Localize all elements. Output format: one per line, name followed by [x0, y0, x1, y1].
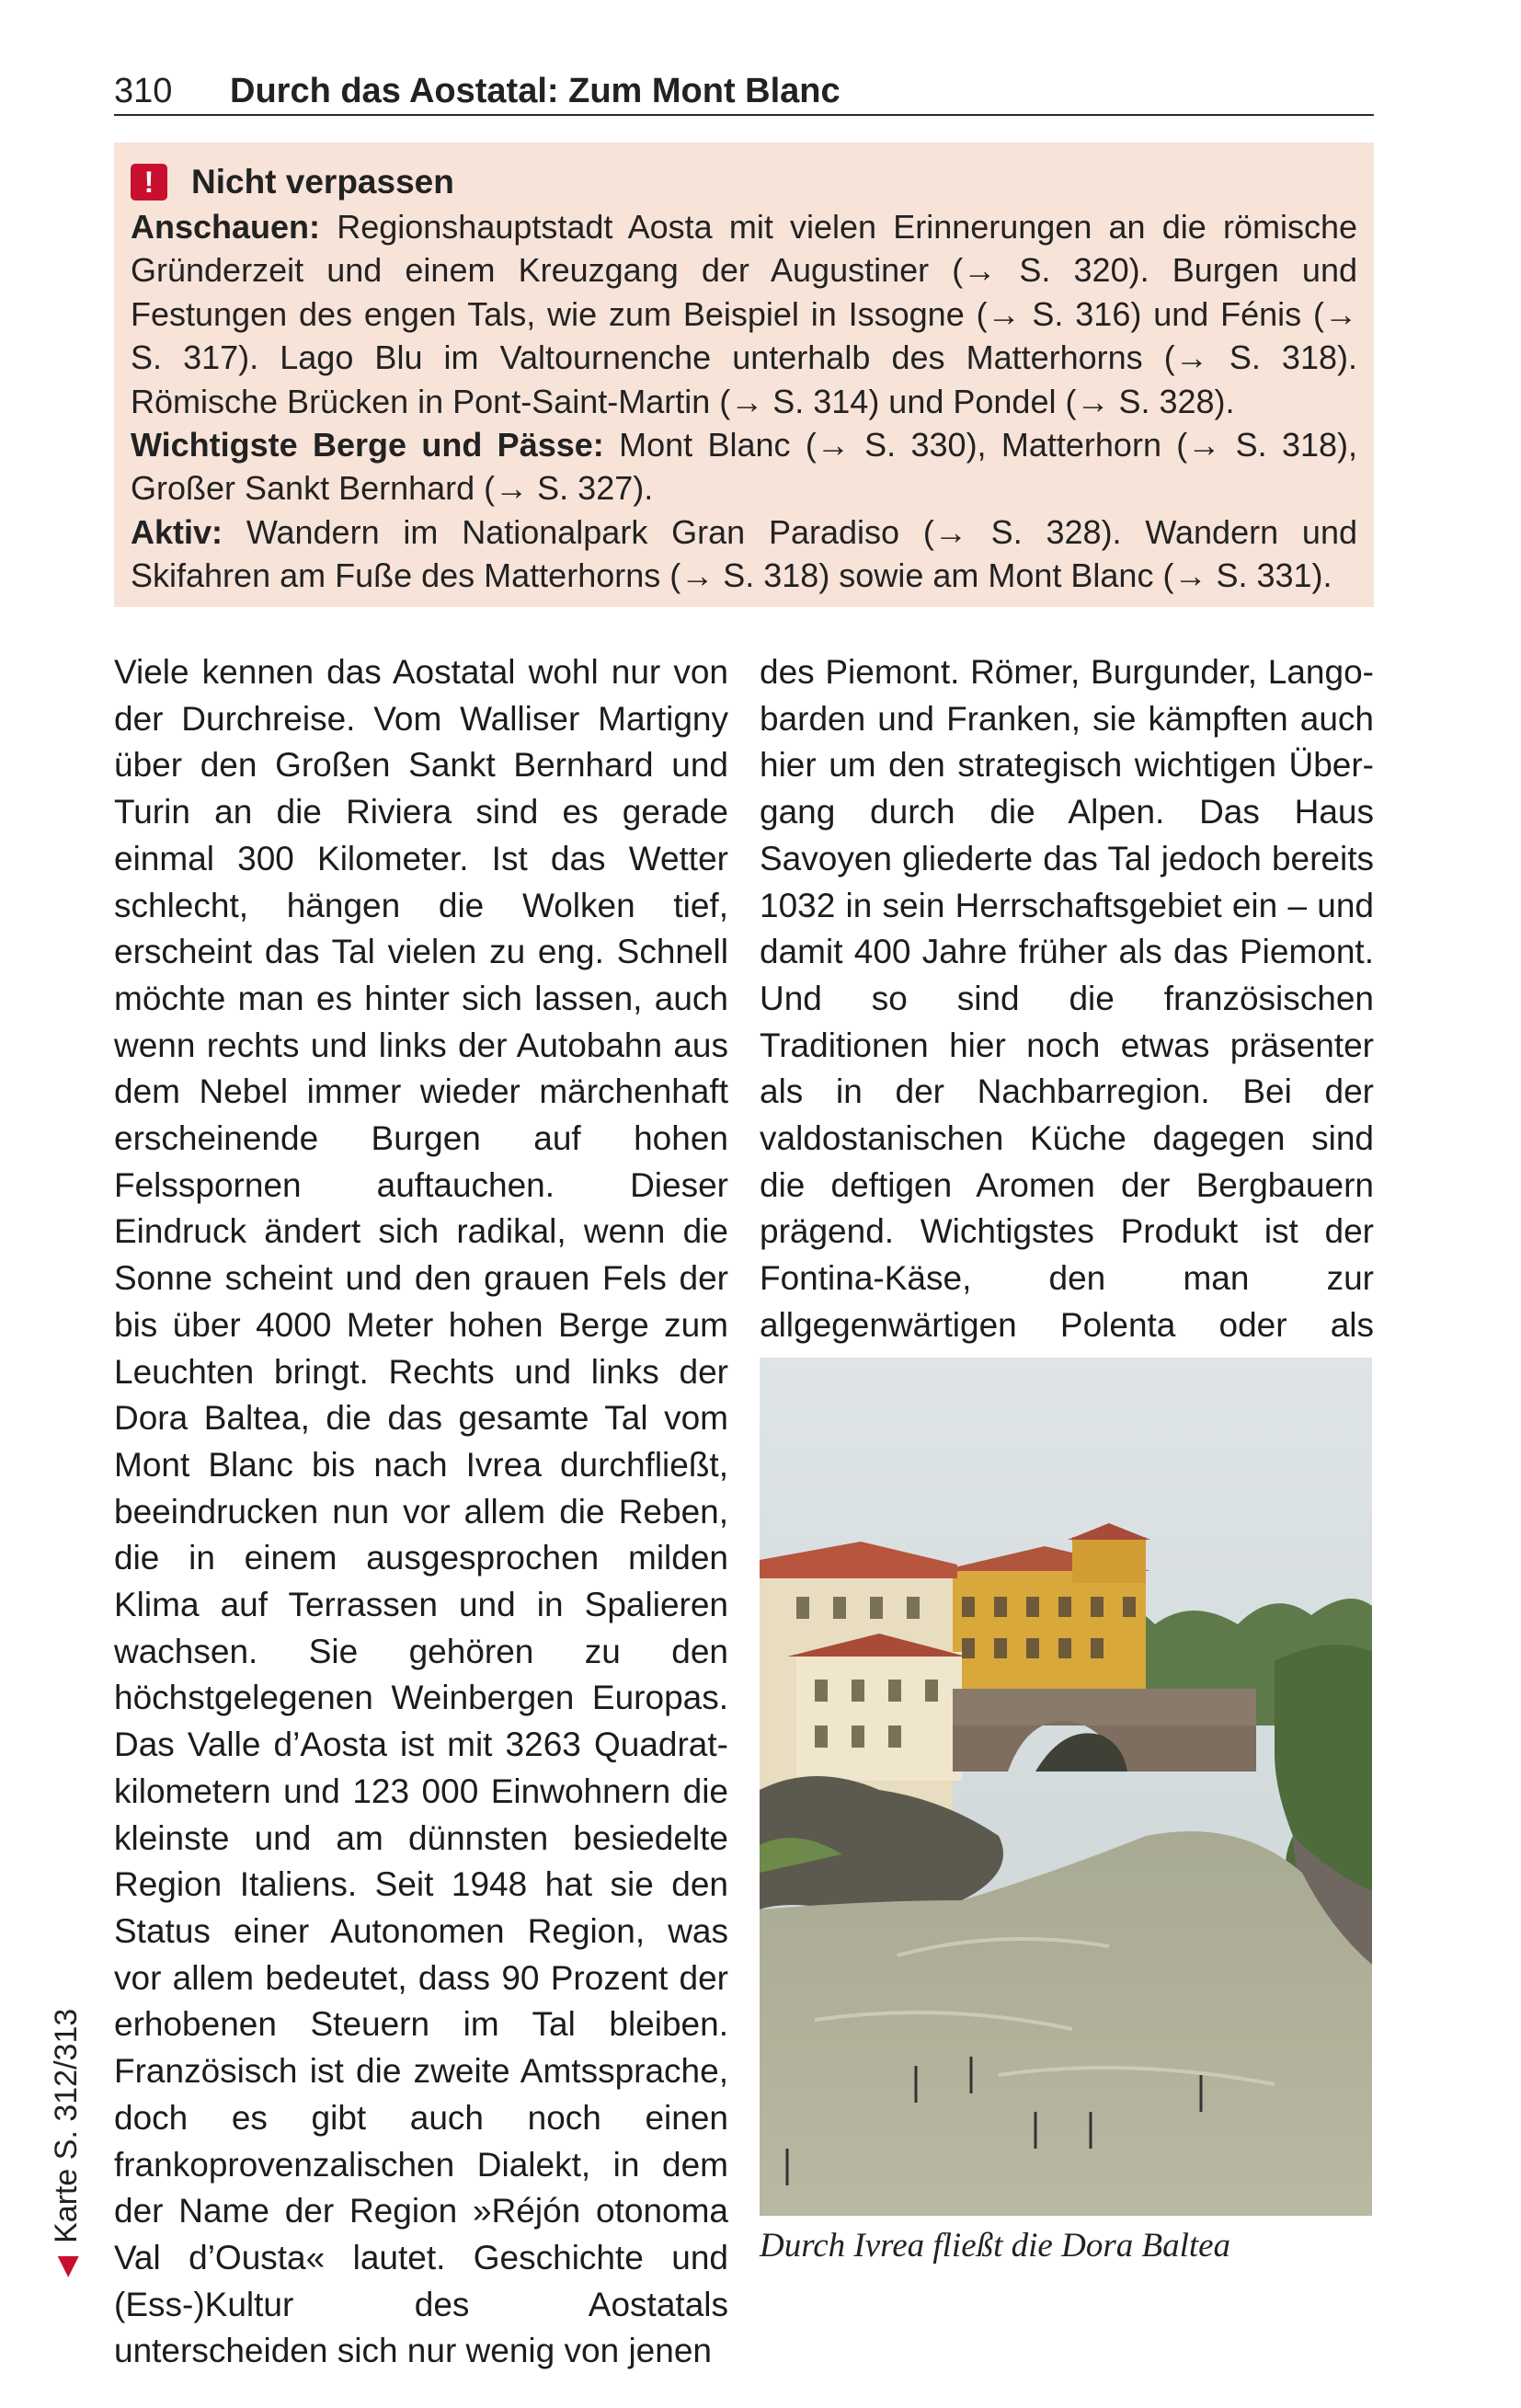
highlights-anschauen	[131, 205, 1357, 423]
photo-ivrea-river	[760, 1358, 1372, 2216]
anschauen-label: Anschauen:	[131, 208, 321, 246]
photo-caption: Durch Ivrea fließt die Dora Baltea	[760, 2227, 1231, 2265]
exclamation-icon: !	[131, 164, 167, 201]
highlights-box	[114, 143, 1374, 607]
highlights-title: Nicht verpassen	[191, 163, 454, 201]
berge-label: Wichtigste Berge und Pässe:	[131, 426, 604, 464]
body-column-right	[760, 649, 1374, 1395]
photo-illustration	[760, 1358, 1372, 2216]
body-column-left	[114, 649, 728, 2375]
highlights-aktiv	[131, 510, 1357, 598]
highlights-title-row	[131, 159, 1357, 205]
aktiv-label: Aktiv:	[131, 512, 223, 551]
body-paragraph-right: des Piemont. Römer, Burgunder, Langobarden und Franken, sie kämpften auch hier um den strategisch wichtigen Übergang durch die Alpen. Das Haus Savoyen gliederte das Tal jedoch bereits 1032 in sein Herrschaftsgebiet ein – und damit 400 Jahre früher als das Piemont. Und so sind die französischen Traditionen hier noch etwas präsenter als in der Nachbarregion. Bei der valdostanischen Küche dagegen sind die deftigen Aromen der Bergbauern prägend. Wichtigstes Produkt ist der Fontina-Käse, den man zur allgegenwärtigen Polenta oder als	[760, 653, 1374, 1344]
aktiv-text: Wandern im Nationalpark Gran Paradiso (→ S. 328). Wandern und Skifahren am Fuße des Matterhorns (→ S. 318) sowie am Mont Blanc (→ S. 331).	[131, 512, 1357, 595]
running-title: Durch das Aostatal: Zum Mont Blanc	[230, 72, 841, 110]
berge-text: Mont Blanc (→ S. 330), Matterhorn (→ S. 318), Großer Sankt Bernhard (→ S. 327).	[131, 426, 1358, 508]
page-header	[114, 70, 1374, 116]
anschauen-text: Regionshauptstadt Aosta mit vielen Erinnerungen an die römische Gründerzeit und einem Kreuzgang der Augustiner (→ S. 320). Burgen und Festungen des engen Tals, wie zum Beispiel in Issogne (→ S. 316) und Fénis (→ S. 317). Lago Blu im Valtournenche unterhalb des Matterhorns (→ S. 318). Römische Brücken in Pont-Saint-Martin (→ S. 314) und Pondel (→ S. 328).	[131, 208, 1357, 420]
map-reference-text: Karte S. 312/313	[48, 2008, 84, 2243]
triangle-left-icon: ◀	[51, 2255, 82, 2277]
highlights-berge	[131, 423, 1357, 510]
map-reference	[40, 1928, 92, 2277]
body-paragraph-left: Viele kennen das Aostatal wohl nur von der Durchreise. Vom Walliser Martigny über den Großen Sankt Bernhard und Turin an die Riviera sind es gerade einmal 300 Kilometer. Ist das Wetter schlecht, hängen die Wolken tief, erscheint das Tal vielen zu eng. Schnell möchte man es hinter sich lassen, auch wenn rechts und links der Autobahn aus dem Nebel immer wieder märchenhaft erscheinende Burgen auf hohen Felsspornen auftauchen. Dieser Eindruck ändert sich radikal, wenn die Sonne scheint und den grauen Fels der bis über 4000 Meter hohen Berge zum Leuchten bringt. Rechts und links der Dora Baltea, die das gesamte Tal vom Mont Blanc bis nach Ivrea durchfließt, beeindrucken nun vor allem die Reben, die in einem ausgesprochen milden Klima auf Terrassen und in Spalieren wachsen. Sie gehören zu den höchstgelegenen Weinbergen Europas. Das Valle d’Aosta ist mit 3263 Quadratkilometern und 123 000 Einwohnern die kleinste und am dünnsten besiedelte Region Italiens. Seit 1948 hat sie den Status einer Autonomen Region, was vor allem bedeutet, dass 90 Prozent der erhobenen Steuern im Tal bleiben. Französisch ist die zweite Amtssprache, doch es gibt auch noch einen frankoprovenzalischen Dialekt, in dem der Name der Region »Réjón otonoma Val d’Ousta« lautet. Geschichte und (Ess-)Kultur des Aostatals unterscheiden sich nur wenig von jenen	[114, 653, 728, 2370]
page-number: 310	[114, 72, 173, 110]
